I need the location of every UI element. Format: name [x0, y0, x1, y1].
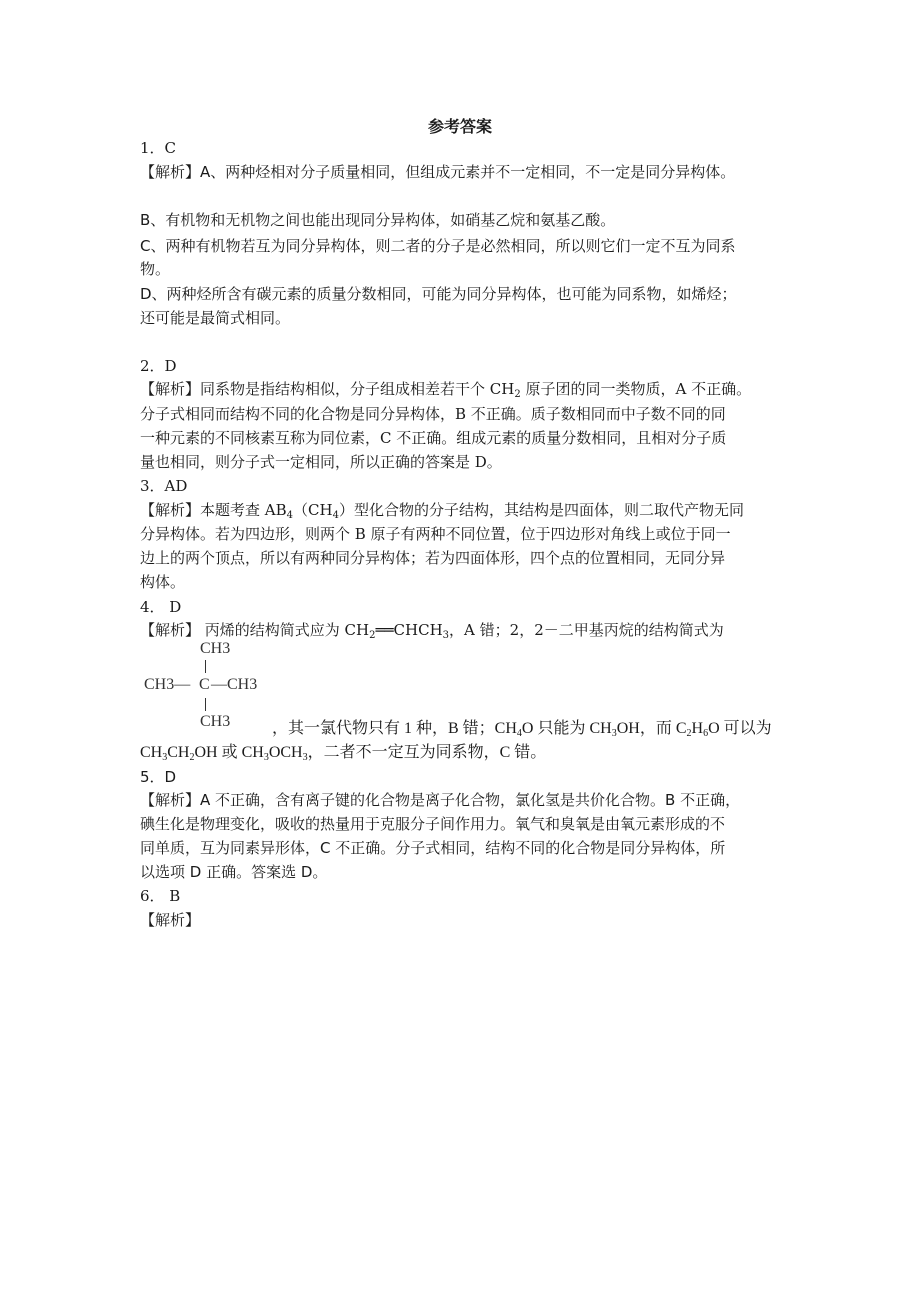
- q5-line-1: 【解析】A 不正确，含有离子键的化合物是离子化合物，氯化氢是共价化合物。B 不正确，: [140, 791, 741, 809]
- q5-heading: 5．D: [140, 768, 177, 786]
- q5-line-2: 碘生化是物理变化，吸收的热量用于克服分子间作用力。氧气和臭氧是由氧元素形成的不: [140, 815, 726, 833]
- q2-line-3: 一种元素的不同核素互称为同位素，C 不正确。组成元素的质量分数相同，且相对分子质: [140, 429, 727, 447]
- struct-bond-bottom: [205, 698, 206, 711]
- page-title: 参考答案: [427, 117, 492, 136]
- q1-heading: 1．C: [140, 139, 177, 157]
- q1-line-5: D、两种烃所含有碳元素的质量分数相同，可能为同分异构体，也可能为同系物，如烯烃；: [140, 285, 737, 303]
- q3-line-2: 分异构体。若为四边形，则两个 B 原子有两种不同位置，位于四边形对角线上或位于同一: [140, 525, 731, 543]
- q3-heading: 3．AD: [140, 477, 188, 495]
- q1-line-6: 还可能是最简式相同。: [140, 309, 291, 327]
- q2-line-1: 【解析】同系物是指结构相似，分子组成相差若干个 $CH_2$ 原子团的同一类物质，A 不正确。: [140, 380, 752, 400]
- struct-left-group: CH3—: [144, 676, 191, 693]
- q2-heading: 2．D: [140, 357, 177, 375]
- struct-bottom-group: CH3: [200, 713, 231, 730]
- neopentane-structure: [144, 640, 274, 736]
- q4-heading: 4． D: [140, 598, 182, 616]
- q1-line-4: 物。: [140, 260, 171, 278]
- struct-center-carbon: C: [199, 676, 210, 693]
- q5-line-4: 以选项 D 正确。答案选 D。: [140, 863, 328, 881]
- q3-line-1: 【解析】本题考查 $AB_4(CH_4)$型化合物的分子结构，其结构是四面体，则二取代产物无同: [140, 501, 744, 521]
- struct-top-group: CH3: [200, 640, 231, 657]
- q4-line-2: ，其一氯代物只有 1 种，B 错；$CH_4O$ 只能为 $CH_3OH$，而 $C_2H_6O$ 可以为: [272, 720, 772, 739]
- q4-line-1: 【解析】 丙烯的结构简式应为 $CH_2══CHCH_3$，A 错；2，2－二甲基丙烷的结构简式为: [140, 621, 724, 641]
- q6-line-1: 【解析】: [140, 911, 201, 929]
- q3-line-3: 边上的两个顶点，所以有两种同分异构体；若为四面体形，四个点的位置相同，无同分异: [140, 549, 726, 567]
- q2-line-2: 分子式相同而结构不同的化合物是同分异构体，B 不正确。质子数相同而中子数不同的同: [140, 405, 726, 423]
- q5-line-3: 同单质，互为同素异形体，C 不正确。分子式相同，结构不同的化合物是同分异构体，所: [140, 839, 726, 857]
- struct-bond-top: [205, 660, 206, 673]
- q2-line-4: 量也相同，则分子式一定相同，所以正确的答案是 D。: [140, 453, 502, 471]
- q4-line-3: $CH_3CH_2OH$ 或 $CH_3OCH_3$，二者不一定互为同系物，C 错。: [140, 744, 547, 763]
- q6-heading: 6． B: [140, 887, 181, 905]
- q1-line-2: B、有机物和无机物之间也能出现同分异构体，如硝基乙烷和氨基乙酸。: [140, 211, 616, 229]
- q1-line-3: C、两种有机物若互为同分异构体，则二者的分子是必然相同，所以则它们一定不互为同系: [140, 237, 736, 255]
- struct-right-group: —CH3: [211, 676, 258, 693]
- q1-line-1: 【解析】A、两种烃相对分子质量相同，但组成元素并不一定相同，不一定是同分异构体。: [140, 163, 736, 181]
- q3-line-4: 构体。: [140, 573, 186, 591]
